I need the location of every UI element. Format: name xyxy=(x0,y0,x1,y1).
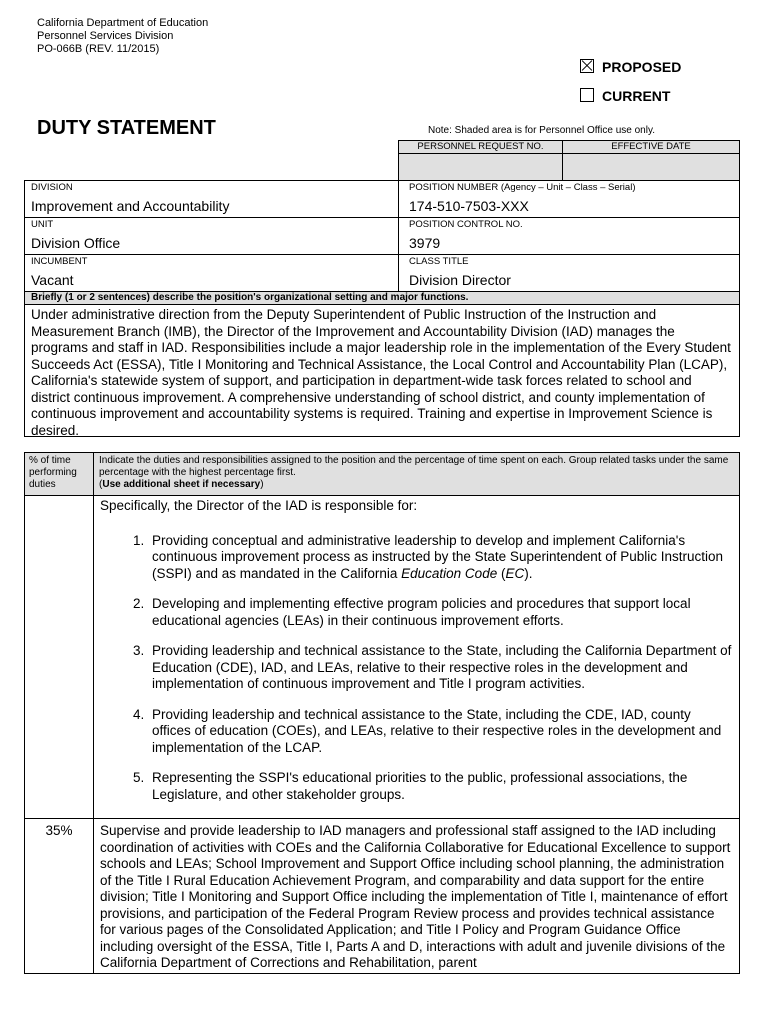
class-title-value[interactable]: Division Director xyxy=(409,272,511,288)
division-value[interactable]: Improvement and Accountability xyxy=(31,198,230,214)
list-item: 3. Providing leadership and technical assistance to the State, including the California Department of Education (CDE), IAD, and LEAs, relative to their respective roles in the development and implementation of continuous improvement and Title I program activities. xyxy=(148,643,733,693)
current-label: CURRENT xyxy=(602,88,671,104)
division-cell xyxy=(24,180,399,218)
current-checkbox-row[interactable] xyxy=(580,88,670,104)
personnel-request-field[interactable] xyxy=(398,153,563,181)
percent-column-header: % of time performing duties xyxy=(24,452,94,496)
unit-label: UNIT xyxy=(31,219,54,230)
list-item: 2. Developing and implementing effective program policies and procedures that support local educational agencies (LEAs) in their continuous improvement efforts. xyxy=(148,596,733,629)
incumbent-cell xyxy=(24,254,399,292)
division-name: Personnel Services Division xyxy=(37,30,174,42)
unit-value[interactable]: Division Office xyxy=(31,235,121,251)
proposed-checkbox-row[interactable] xyxy=(580,59,681,75)
form-header xyxy=(37,17,208,56)
page-title: DUTY STATEMENT xyxy=(37,117,216,139)
list-item: 4. Providing leadership and technical assistance to the State, including the CDE, IAD, county offices of education (COEs), and LEAs, relative to their respective roles in the development and implementation of the LCAP. xyxy=(148,707,733,757)
incumbent-label: INCUMBENT xyxy=(31,256,88,267)
duties-column-header xyxy=(93,452,740,496)
additional-sheet-note: Use additional sheet if necessary xyxy=(102,479,261,490)
row2-percent[interactable]: 35% xyxy=(24,818,94,974)
summary-prompt: Briefly (1 or 2 sentences) describe the position's organizational setting and major functions. xyxy=(24,291,740,305)
proposed-label: PROPOSED xyxy=(602,59,682,75)
department-name: California Department of Education xyxy=(37,17,209,29)
class-title-cell xyxy=(398,254,740,292)
row2-duties-text[interactable]: Supervise and provide leadership to IAD managers and professional staff assigned to the IAD including coordination of activities with COEs and the California Collaborative for Educational Excellence to support schools and LEAs; School Improvement and Support Office including school planning, the administration of the Title I Rural Education Achievement Program, and comparability and data support for the entire division; Title I Monitoring and Support Office including the implementation of Title I, maintenance of effort provisions, and participation of the Federal Program Review process and provides technical assistance for various pages of the Consolidated Application; and Title I Policy and Program Guidance Office including oversight of the ESSA, Title I, Parts A and D, interactions with adult and juvenile divisions of the California Department of Corrections and Rehabilitation, parent xyxy=(93,818,740,974)
row1-duties-cell xyxy=(93,495,740,819)
duties-intro: Specifically, the Director of the IAD is responsible for: xyxy=(100,498,418,513)
effective-date-label: EFFECTIVE DATE xyxy=(562,140,740,154)
position-control-label: POSITION CONTROL NO. xyxy=(409,219,523,230)
header-paren-open: ( xyxy=(99,479,103,490)
position-control-value[interactable]: 3979 xyxy=(409,235,441,251)
position-number-label: POSITION NUMBER (Agency – Unit – Class – Serial) xyxy=(409,182,636,193)
position-number-value[interactable]: 174-510-7503-XXX xyxy=(409,198,529,214)
division-label: DIVISION xyxy=(31,182,73,193)
form-number: PO-066B (REV. 11/2015) xyxy=(37,43,160,55)
unit-cell xyxy=(24,217,399,255)
position-control-cell xyxy=(398,217,740,255)
duties-header-text: Indicate the duties and responsibilities assigned to the position and the percentage of time spent on each. Group related tasks under the same percentage with the highest percentage first. xyxy=(99,455,729,478)
unchecked-box-icon[interactable] xyxy=(580,88,594,102)
class-title-label: CLASS TITLE xyxy=(409,256,469,267)
personnel-request-label: PERSONNEL REQUEST NO. xyxy=(398,140,563,154)
checked-box-icon[interactable] xyxy=(580,59,594,73)
effective-date-field[interactable] xyxy=(562,153,740,181)
responsibility-list xyxy=(100,533,733,804)
row1-percent-cell[interactable] xyxy=(24,495,94,819)
list-item: 5. Representing the SSPI's educational priorities to the public, professional associations, the Legislature, and other stakeholder groups. xyxy=(148,770,733,803)
incumbent-value[interactable]: Vacant xyxy=(31,272,74,288)
header-paren-close: ) xyxy=(260,479,264,490)
summary-text[interactable]: Under administrative direction from the Deputy Superintendent of Public Instruction of the Instruction and Measurement Branch (IMB), the Director of the Improvement and Accountability Division (IAD) manages the programs and staff in IAD. Responsibilities include a major leadership role in the implementation of the Every Student Succeeds Act (ESSA), Title I Monitoring and Technical Assistance, the Local Control and Accountability Plan (LCAP), California's statewide system of support, and participation in department-wide task forces related to school and district continuous improvement. A comprehensive understanding of school district, and county implementation of continuous improvement and accountability systems is required. Training and expertise in Improvement Science is desired. xyxy=(24,304,740,437)
shading-note: Note: Shaded area is for Personnel Office use only. xyxy=(428,125,655,136)
list-item: 1. Providing conceptual and administrative leadership to develop and implement California's continuous improvement process as instructed by the State Superintendent of Public Instruction (SSPI) and as mandated in the California Education Code (EC). xyxy=(148,533,733,583)
position-number-cell xyxy=(398,180,740,218)
